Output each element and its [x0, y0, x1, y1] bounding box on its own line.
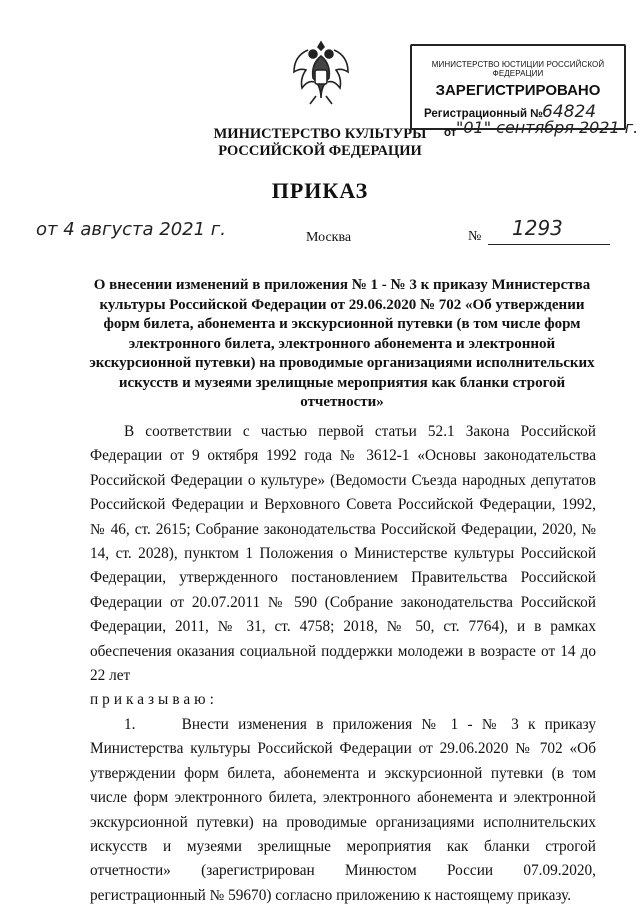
stamp-organization: МИНИСТЕРСТВО ЮСТИЦИИ РОССИЙСКОЙ ФЕДЕРАЦИИ [431, 60, 605, 78]
stamp-reg-number-label: Регистрационный № [424, 108, 544, 120]
order-number-value: 1293 [512, 216, 563, 240]
stamp-date-value: "01" сентября 2021 г. [456, 118, 639, 137]
decree-word: приказываю: [90, 691, 218, 709]
ministry-line-2: РОССИЙСКОЙ ФЕДЕРАЦИИ [218, 143, 422, 159]
order-number-underline [488, 244, 610, 245]
stamp-reg-number-value: 64824 [542, 102, 597, 122]
document-title: ПРИКАЗ [271, 178, 369, 203]
stamp-status: ЗАРЕГИСТРИРОВАНО [435, 82, 601, 99]
order-subject: О внесении изменений в приложения № 1 - № 3 к приказу Министерства культуры Российской Федерации от 29.06.2020 № 702 «Об утверждении форм билета, абонемента и экскурсионной путевки (в том числе форм электронного билета, электронного абонемента и электронной экскурсионной путевки) на проводимые организациями исполнительских искусств и музеями зрелищные мероприятия как бланки строгой отчетности» [89, 277, 595, 410]
document-body [90, 420, 596, 908]
order-date: от 4 августа 2021 г. [36, 219, 226, 240]
ministry-line-1: МИНИСТЕРСТВО КУЛЬТУРЫ [213, 126, 427, 142]
order-number-label: № [468, 229, 482, 244]
preamble-paragraph: В соответствии с частью первой статьи 52.1 Закона Российской Федерации от 9 октября 1992 года № 3612-1 «Основы законодательства Российской Федерации о культуре» (Ведомости Съезда народных депутатов Российской Федерации и Верховного Совета Российской Федерации, 1992, № 46, ст. 2615; Собрание законодательства Российской Федерации, 2020, № 14, ст. 2028), пунктом 1 Положения о Министерстве культуры Российской Федерации, утвержденного постановлением Правительства Российской Федерации от 20.07.2011 № 590 (Собрание законодательства Российской Федерации, 2011, № 31, ст. 4758; 2018, № 50, ст. 7764), и в рамках обеспечения оказания социальной поддержки молодежи в возрасте от 14 до 22 лет [90, 423, 596, 685]
stamp-date-label: от [444, 127, 457, 139]
item-1-paragraph: 1. Внести изменения в приложения № 1 - № 3 к приказу Министерства культуры Российской Федерации от 29.06.2020 № 702 «Об утверждении форм билета, абонемента и экскурсионной путевки (в том числе форм электронного билета, электронного абонемента и электронной экскурсионной путевки) на проводимые организациями исполнительских искусств и музеями зрелищные мероприятия как бланки строгой отчетности» (зарегистрирован Минюстом России 07.09.2020, регистрационный № 59670) согласно приложению к настоящему приказу. [90, 715, 596, 904]
coat-of-arms-emblem [288, 36, 354, 110]
city: Москва [306, 230, 352, 245]
ministry-name [190, 126, 450, 160]
